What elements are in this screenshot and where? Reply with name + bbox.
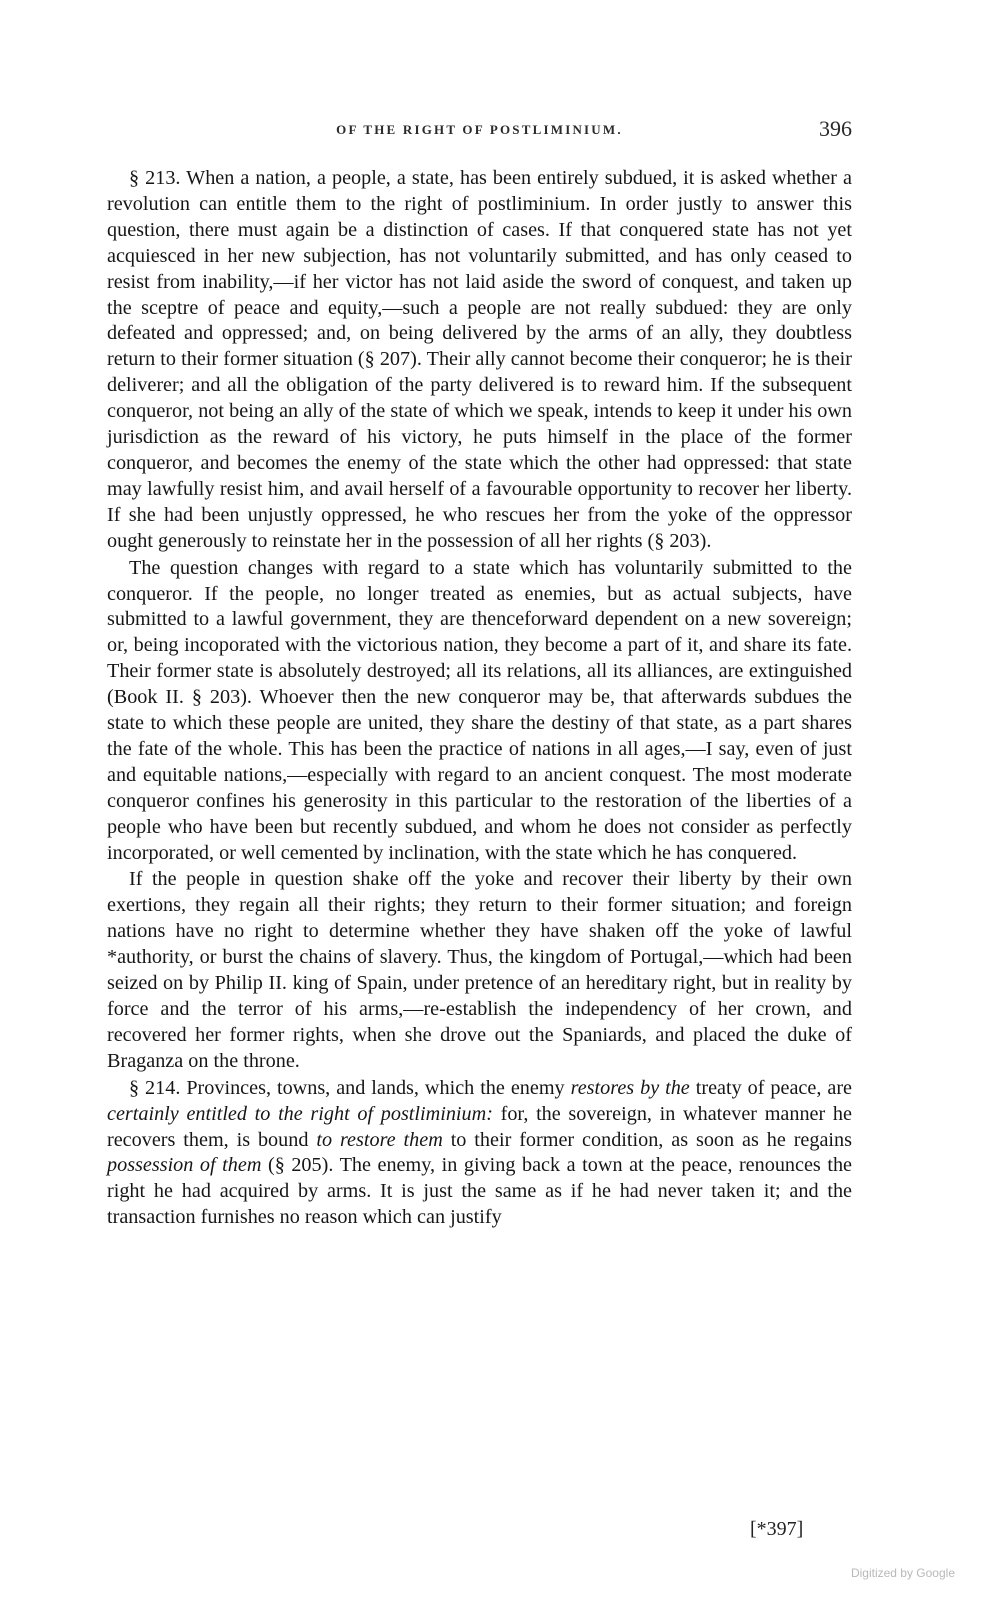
paragraph-section-213: [107, 166, 852, 555]
italic-segment: to restore them: [316, 1128, 443, 1151]
italic-segment: restores by the: [570, 1076, 690, 1099]
page-header: [107, 116, 852, 146]
text-segment: to their former condition, as soon as he regains: [442, 1128, 852, 1151]
italic-segment: certainly entitled to the right of postliminium:: [107, 1102, 493, 1125]
text-segment: The question changes with regard to a state which has voluntarily submitted to the conqueror. If the people, no longer treated as enemies, but as actual subjects, have submitted to a lawful government, they are thenceforward dependent on a new sovereign; or, being incoporated with the victorious nation, they become a part of it, and share its fate. Their former state is absolutely destroyed; all its relations, all its alliances, are extinguished (Book II. § 203). Whoever then the new conqueror may be, that afterwards subdues the state to which these people are united, they share the destiny of that state, as a part shares the fate of the whole. This has been the practice of nations in all ages,—I say, even of just and equitable nations,—especially with regard to an ancient conquest. The most moderate conqueror confines his generosity in this particular to the restoration of the liberties of a people who have been but recently subdued, and whom he does not consider as perfectly incorporated, or well cemented by inclination, with the state which he has conquered.: [107, 556, 852, 864]
text-segment: for, the sovereign, in whatever manner he recovers them, is bound: [107, 1102, 852, 1151]
text-segment: treaty of peace, are: [689, 1076, 853, 1099]
paragraph-portugal: [107, 867, 852, 1074]
catchword: [*397]: [750, 1518, 804, 1540]
running-title: OF THE RIGHT OF POSTLIMINIUM.: [336, 122, 623, 137]
text-segment: If the people in question shake off the yoke and recover their liberty by their own exertions, they regain all their rights; they return to their former situation; and foreign nations have no right to determine whether they have shaken off the yoke of lawful *authority, or burst the chains of slavery. Thus, the kingdom of Portugal,—which had been seized on by Philip II. king of Spain, under pretence of an hereditary right, but in reality by force and the terror of his arms,—re-establish the independency of her crown, and recovered her former rights, when she drove out the Spaniards, and placed the duke of Braganza on the throne.: [107, 868, 852, 1072]
digitization-watermark: Digitized by Google: [850, 1566, 955, 1580]
body-text: [107, 166, 852, 1231]
text-segment: § 213. When a nation, a people, a state, has been entirely subdued, it is asked whether a revolution can entitle them to the right of postliminium. In order justly to answer this question, there must again be a distinction of cases. If that conquered state has not yet acquiesced in her new subjection, has not voluntarily submitted, and has only ceased to resist from inability,—if her victor has not laid aside the sword of conquest, and taken up the sceptre of peace and equity,—such a people are not really subdued: they are only defeated and oppressed; and, on being delivered by the arms of an ally, they doubtless return to their former situation (§ 207). Their ally cannot become their conqueror; he is their deliverer; and all the obligation of the party delivered is to reward him. If the subsequent conqueror, not being an ally of the state of which we speak, intends to keep it under his own jurisdiction as the reward of his victory, he puts himself in the place of the former conqueror, and becomes the enemy of the state which the other had oppressed: that state may lawfully resist him, and avail herself of a favourable opportunity to recover her liberty. If she had been unjustly oppressed, he who rescues her from the yoke of the oppressor ought generously to reinstate her in the possession of all her rights (§ 203).: [107, 167, 852, 552]
text-segment: (§ 205). The enemy, in giving back a town at the peace, renounces the right he had acquired by arms. It is just the same as if he had never taken it; and the transaction furnishes no reason which can justify: [107, 1154, 852, 1229]
text-segment: § 214. Provinces, towns, and lands, which the enemy: [129, 1076, 571, 1099]
paragraph-voluntary-submission: [107, 556, 852, 867]
page-number: 396: [819, 116, 852, 141]
italic-segment: possession of them: [107, 1154, 262, 1177]
paragraph-section-214: [107, 1076, 852, 1231]
